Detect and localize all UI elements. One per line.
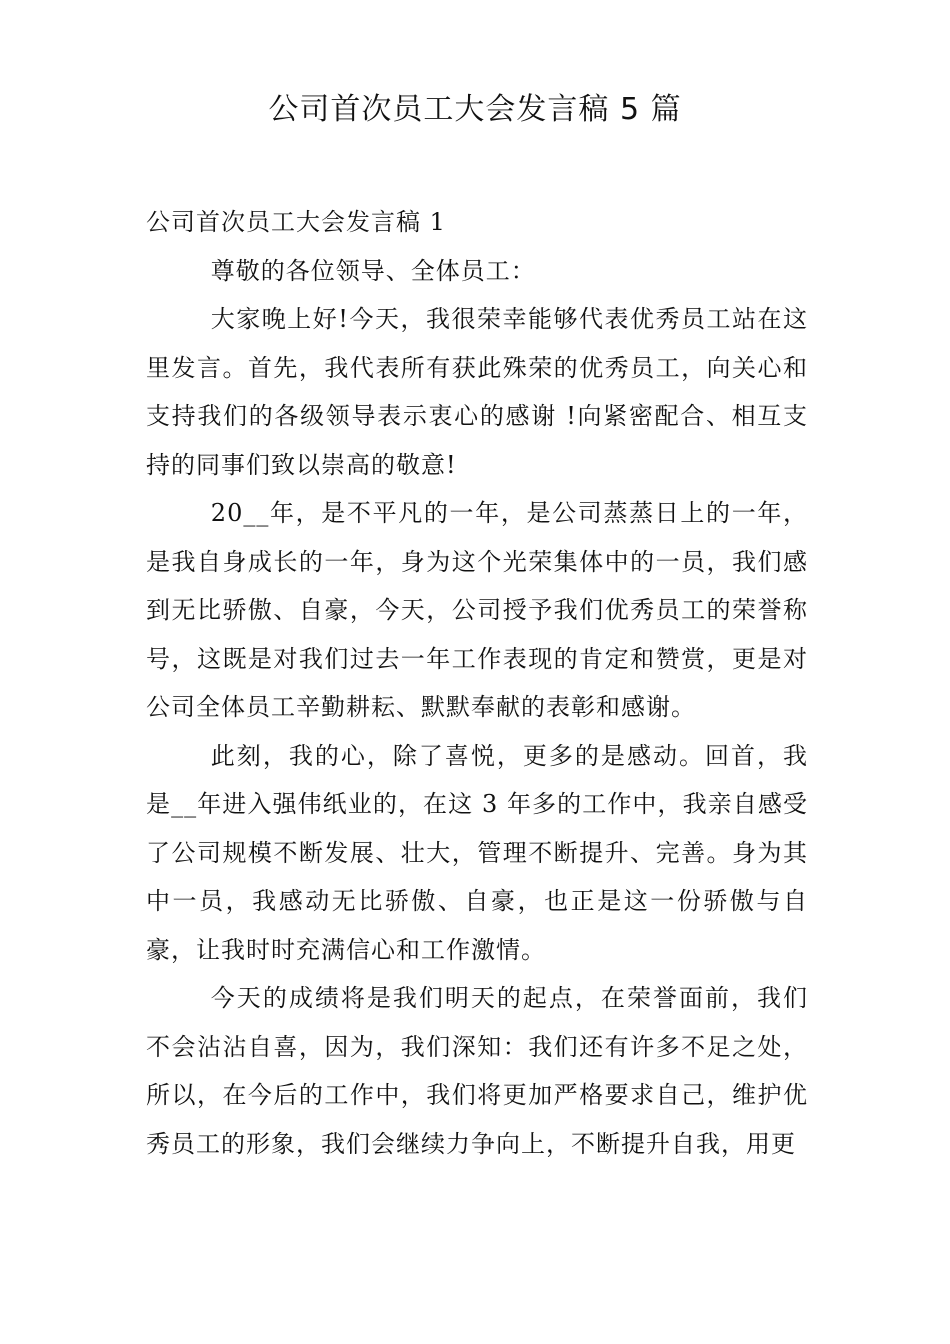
salutation-paragraph: 尊敬的各位领导、全体员工： [210, 256, 536, 285]
body-paragraph: 大家晚上好!今天，我很荣幸能够代表优秀员工站在这里发言。首先，我代表所有获此殊荣的优秀员工，向关心和支持我们的各级领导表示衷心的感谢 !向紧密配合、相互支持的同事们致以崇高的敬意! [146, 305, 808, 479]
body-paragraph: 20__年，是不平凡的一年，是公司蒸蒸日上的一年，是我自身成长的一年，身为这个光荣集体中的一员，我们感到无比骄傲、自豪，今天，公司授予我们优秀员工的荣誉称号，这既是对我们过去一年工作表现的肯定和赞赏，更是对公司全体员工辛勤耕耘、默默奉献的表彰和感谢。 [146, 499, 808, 721]
body-paragraph: 今天的成绩将是我们明天的起点，在荣誉面前，我们不会沾沾自喜，因为，我们深知：我们还有许多不足之处，所以，在今后的工作中，我们将更加严格要求自己，维护优秀员工的形象，我们会继续力争向上，不断提升自我，用更 [146, 984, 808, 1158]
document-title: 公司首次员工大会发言稿 5 篇 [268, 92, 682, 127]
document-body [146, 198, 808, 1168]
section-heading: 公司首次员工大会发言稿 1 [146, 208, 446, 236]
body-paragraph: 此刻，我的心，除了喜悦，更多的是感动。回首，我是__年进入强伟纸业的，在这 3 年多的工作中，我亲自感受了公司规模不断发展、壮大，管理不断提升、完善。身为其中一员，我感动无比骄傲、自豪，也正是这一份骄傲与自豪，让我时时充满信心和工作激情。 [146, 741, 808, 964]
